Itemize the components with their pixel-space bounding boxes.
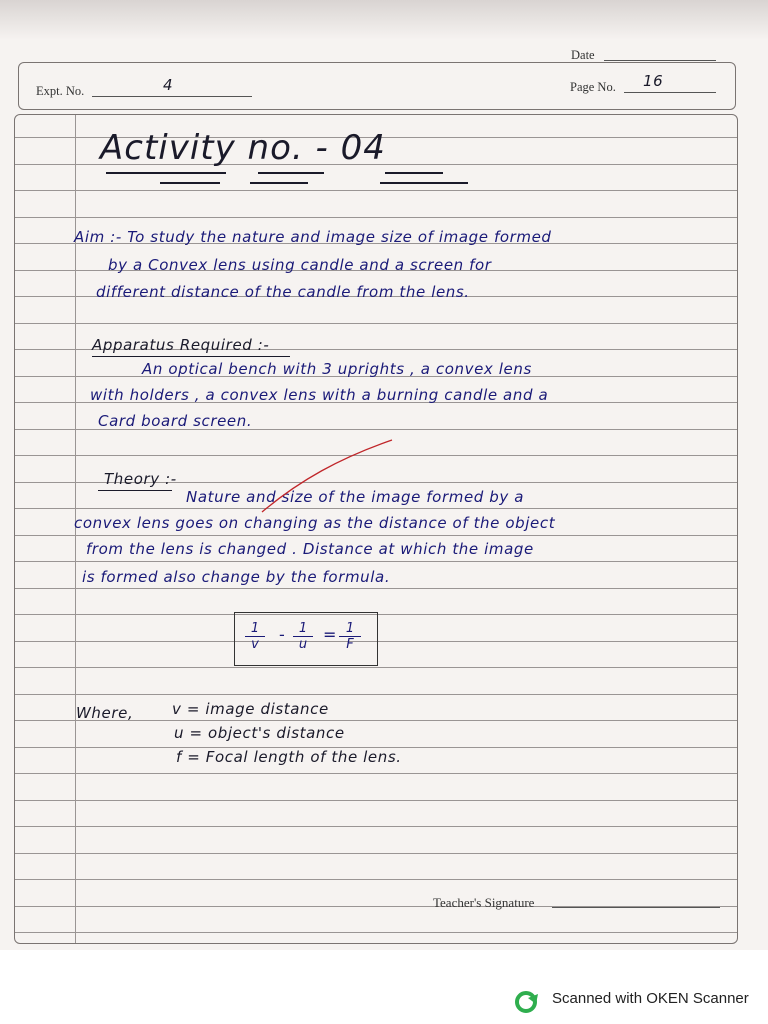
page-title: Activity no. - 04 xyxy=(100,128,386,168)
apparatus-line-3: Card board screen. xyxy=(98,412,253,430)
formula-minus: - xyxy=(279,625,285,644)
formula-term-2-den: u xyxy=(298,637,308,652)
apparatus-line-2: with holders , a convex lens with a burning candle and a xyxy=(90,386,549,404)
apparatus-heading: Apparatus Required :- xyxy=(92,336,270,354)
theory-line-1: Nature and size of the image formed by a xyxy=(186,488,525,506)
formula-term-3 xyxy=(339,621,361,652)
page-no-label: Page No. xyxy=(570,80,616,94)
theory-heading: Theory :- xyxy=(104,470,177,488)
where-item-f: f = Focal length of the lens. xyxy=(176,748,402,766)
where-item-v: v = image distance xyxy=(172,700,329,718)
theory-line-3: from the lens is changed . Distance at which the image xyxy=(86,540,534,558)
apparatus-line-1: An optical bench with 3 uprights , a convex lens xyxy=(142,360,532,378)
teacher-signature-line xyxy=(552,907,720,908)
red-tick-mark xyxy=(262,440,392,512)
formula-box xyxy=(234,612,378,666)
scanner-logo-icon xyxy=(514,988,542,1016)
formula-term-2 xyxy=(293,621,313,652)
formula-term-3-num: 1 xyxy=(339,621,361,637)
formula-equals: = xyxy=(323,625,337,644)
formula-term-1-num: 1 xyxy=(245,621,265,637)
formula-term-2-num: 1 xyxy=(293,621,313,637)
scanner-watermark-text: Scanned with OKEN Scanner xyxy=(552,990,749,1007)
teacher-signature-label: Teacher's Signature xyxy=(433,895,535,910)
date-label: Date xyxy=(571,48,595,62)
aim-line-2: by a Convex lens using candle and a screen for xyxy=(108,256,492,274)
formula-term-3-den: F xyxy=(346,637,354,652)
aim-line-1: Aim :- To study the nature and image size of image formed xyxy=(74,228,552,246)
expt-no-label: Expt. No. xyxy=(36,84,85,98)
expt-no-value: 4 xyxy=(163,76,174,94)
formula-term-1-den: v xyxy=(251,637,259,652)
page-no-value: 16 xyxy=(643,72,664,90)
theory-line-4: is formed also change by the formula. xyxy=(82,568,391,586)
aim-line-3: different distance of the candle from the lens. xyxy=(96,283,470,301)
theory-line-2: convex lens goes on changing as the distance of the object xyxy=(74,514,556,532)
where-item-u: u = object's distance xyxy=(174,724,345,742)
where-label: Where, xyxy=(76,704,134,722)
formula-term-1 xyxy=(245,621,265,652)
